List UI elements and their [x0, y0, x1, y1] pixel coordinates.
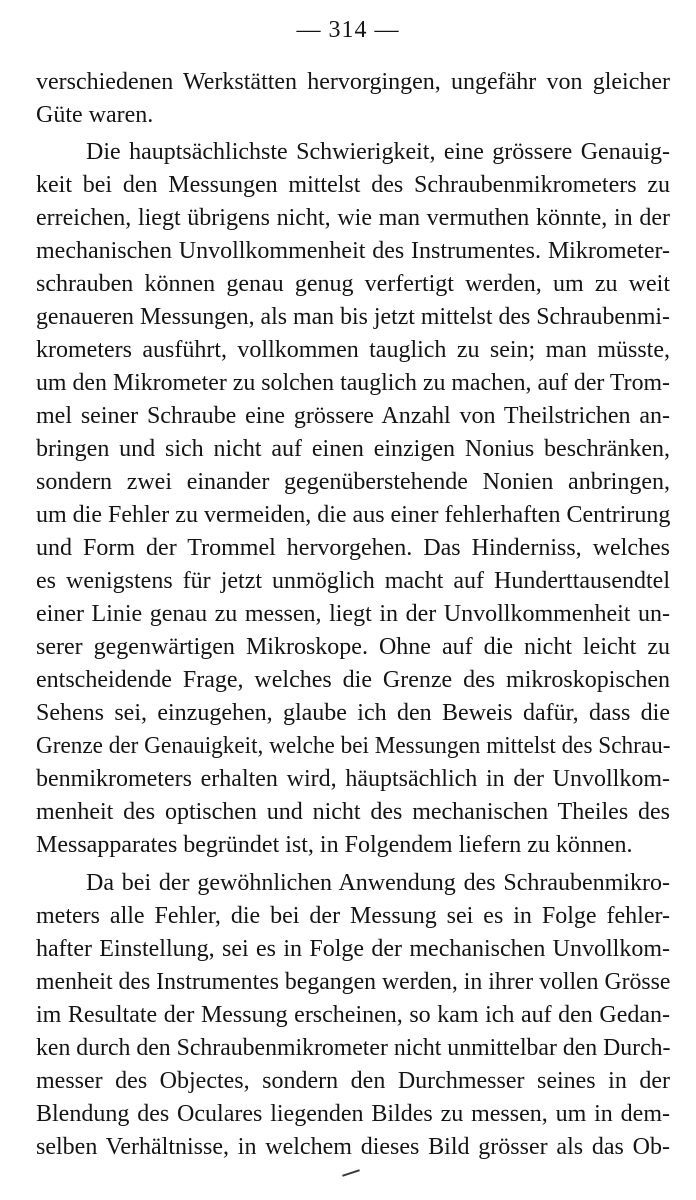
text-line-13: sondern zwei einander gegenüberstehende Nonien anbringen,: [36, 469, 670, 495]
text-line-28: menheit des Instrumentes begangen werden, in ihrer vollen Grösse: [36, 969, 670, 995]
text-line-18: serer gegenwärtigen Mikroskope. Ohne auf die nicht leicht zu: [36, 634, 670, 660]
page-number-header: — 314 —: [296, 17, 400, 43]
text-line-33: selben Verhältnisse, in welchem dieses Bild grösser als das Ob-: [36, 1134, 670, 1160]
text-line-27: hafter Einstellung, sei es in Folge der mechanischen Unvollkom-: [36, 936, 670, 962]
text-line-5: erreichen, liegt übrigens nicht, wie man vermuthen könnte, in der: [36, 205, 670, 231]
ink-mark: [342, 1169, 360, 1176]
text-line-17: einer Linie genau zu messen, liegt in der Unvollkommenheit un-: [36, 601, 670, 627]
text-line-9: krometers ausführt, vollkommen tauglich zu sein; man müsste,: [36, 337, 670, 363]
text-line-21: Grenze der Genauigkeit, welche bei Messungen mittelst des Schrau-: [36, 733, 670, 759]
text-line-4: keit bei den Messungen mittelst des Schraubenmikrometers zu: [36, 172, 670, 198]
text-line-2: Güte waren.: [36, 102, 154, 128]
text-line-26: meters alle Fehler, die bei der Messung sei es in Folge fehler-: [36, 903, 670, 929]
text-line-32: Blendung des Oculares liegenden Bildes zu messen, um in dem-: [36, 1101, 670, 1127]
text-line-10: um den Mikrometer zu solchen tauglich zu machen, auf der Trom-: [36, 370, 670, 396]
text-line-12: bringen und sich nicht auf einen einzigen Nonius beschränken,: [36, 436, 670, 462]
text-line-1: verschiedenen Werkstätten hervorgingen, ungefähr von gleicher: [36, 69, 670, 95]
text-line-7: schrauben können genau genug verfertigt werden, um zu weit: [36, 271, 670, 297]
text-line-23: menheit des optischen und nicht des mechanischen Theiles des: [36, 799, 670, 825]
text-line-6: mechanischen Unvollkommenheit des Instrumentes. Mikrometer-: [36, 238, 670, 264]
text-line-14: um die Fehler zu vermeiden, die aus einer fehlerhaften Centrirung: [36, 502, 670, 528]
text-line-15: und Form der Trommel hervorgehen. Das Hinderniss, welches: [36, 535, 670, 561]
text-line-11: mel seiner Schraube eine grössere Anzahl von Theilstrichen an-: [36, 403, 670, 429]
text-line-20: Sehens sei, einzugehen, glaube ich den Beweis dafür, dass die: [36, 700, 670, 726]
text-line-19: entscheidende Frage, welches die Grenze des mikroskopischen: [36, 667, 670, 693]
text-line-30: ken durch den Schraubenmikrometer nicht unmittelbar den Durch-: [36, 1035, 670, 1061]
text-line-3: Die hauptsächlichste Schwierigkeit, eine grössere Genauig-: [86, 139, 670, 165]
text-line-8: genaueren Messungen, als man bis jetzt mittelst des Schraubenmi-: [36, 304, 670, 330]
text-line-24: Messapparates begründet ist, in Folgendem liefern zu können.: [36, 832, 633, 858]
text-line-31: messer des Objectes, sondern den Durchmesser seines in der: [36, 1068, 670, 1094]
text-line-22: benmikrometers erhalten wird, häuptsächlich in der Unvollkom-: [36, 766, 670, 792]
text-line-16: es wenigstens für jetzt unmöglich macht auf Hunderttausendtel: [36, 568, 670, 594]
text-line-25: Da bei der gewöhnlichen Anwendung des Schraubenmikro-: [86, 870, 670, 896]
text-line-29: im Resultate der Messung erscheinen, so kam ich auf den Gedan-: [36, 1002, 670, 1028]
